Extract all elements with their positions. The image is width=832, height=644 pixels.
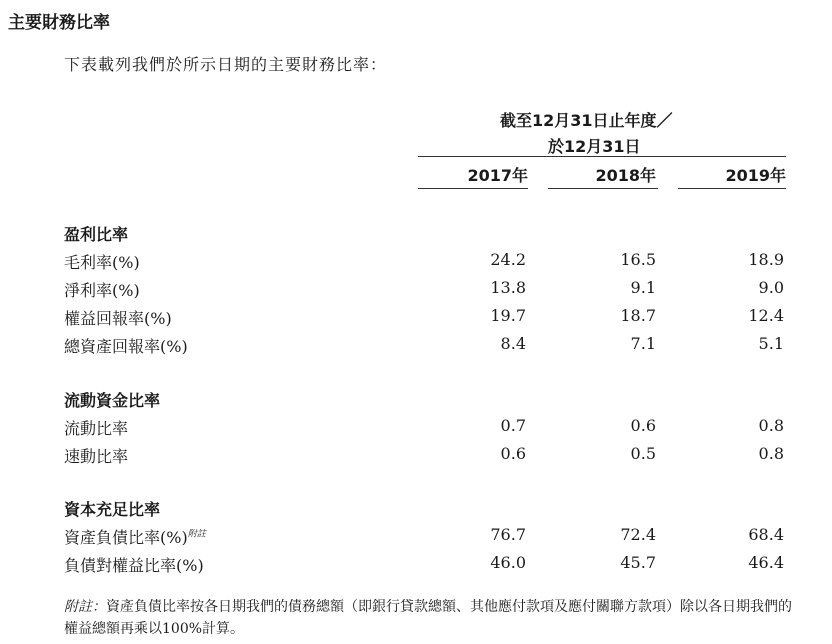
year-header-2018: 2018年 (595, 166, 656, 185)
row-label-roa: 總資產回報率(%) (64, 337, 188, 356)
section-title-liquidity: 流動資金比率 (64, 391, 161, 410)
row-label-debt-to-equity: 負債對權益比率(%) (64, 556, 204, 575)
row-label-roe: 權益回報率(%) (64, 309, 172, 328)
section-heading: 主要財務比率 (8, 13, 110, 33)
cell-current-ratio-2017: 0.7 (500, 416, 526, 435)
header-rule-2018 (548, 188, 658, 189)
cell-debt-to-equity-2018: 45.7 (620, 553, 656, 572)
section-title-capital-adequacy: 資本充足比率 (64, 500, 161, 519)
row-label-gearing-ratio (64, 525, 206, 548)
cell-roa-2019: 5.1 (758, 334, 784, 353)
cell-roa-2017: 8.4 (500, 334, 526, 353)
cell-current-ratio-2019: 0.8 (758, 416, 784, 435)
cell-current-ratio-2018: 0.6 (630, 416, 656, 435)
cell-gearing-ratio-2018: 72.4 (620, 525, 656, 544)
year-header-2019: 2019年 (725, 166, 786, 185)
cell-gross-margin-2018: 16.5 (620, 250, 656, 269)
section-title-profitability: 盈利比率 (64, 225, 129, 244)
gearing-ratio-label-text: 資產負債比率(%) (64, 528, 188, 547)
cell-gearing-ratio-2019: 68.4 (748, 525, 784, 544)
row-label-quick-ratio: 速動比率 (64, 447, 129, 466)
cell-roe-2017: 19.7 (490, 306, 526, 325)
footnote-tag: 附註： (64, 599, 106, 615)
cell-net-margin-2017: 13.8 (490, 278, 526, 297)
header-rule-top (418, 156, 786, 157)
cell-gearing-ratio-2017: 76.7 (490, 525, 526, 544)
header-rule-2019 (678, 188, 786, 189)
cell-quick-ratio-2018: 0.5 (630, 444, 656, 463)
intro-text: 下表載列我們於所示日期的主要財務比率： (64, 55, 388, 74)
footnote-text: 資產負債比率按各日期我們的債務總額（即銀行貸款總額、其他應付款項及應付關聯方款項）除以各日期我們的權益總額再乘以100%計算。 (64, 599, 792, 637)
footnote (64, 596, 804, 640)
cell-gross-margin-2019: 18.9 (748, 250, 784, 269)
cell-roa-2018: 7.1 (630, 334, 656, 353)
period-header-line1: 截至12月31日止年度／ (500, 111, 673, 130)
row-label-current-ratio: 流動比率 (64, 419, 129, 438)
cell-quick-ratio-2017: 0.6 (500, 444, 526, 463)
gearing-ratio-note-mark: 附註 (187, 529, 206, 540)
cell-quick-ratio-2019: 0.8 (758, 444, 784, 463)
row-label-gross-margin: 毛利率(%) (64, 253, 140, 272)
cell-net-margin-2018: 9.1 (630, 278, 656, 297)
cell-roe-2018: 18.7 (620, 306, 656, 325)
row-label-net-margin: 淨利率(%) (64, 281, 140, 300)
cell-net-margin-2019: 9.0 (758, 278, 784, 297)
cell-debt-to-equity-2017: 46.0 (490, 553, 526, 572)
cell-gross-margin-2017: 24.2 (490, 250, 526, 269)
period-header-line2: 於12月31日 (548, 137, 641, 156)
header-rule-2017 (418, 188, 528, 189)
cell-roe-2019: 12.4 (748, 306, 784, 325)
year-header-2017: 2017年 (467, 166, 528, 185)
cell-debt-to-equity-2019: 46.4 (748, 553, 784, 572)
